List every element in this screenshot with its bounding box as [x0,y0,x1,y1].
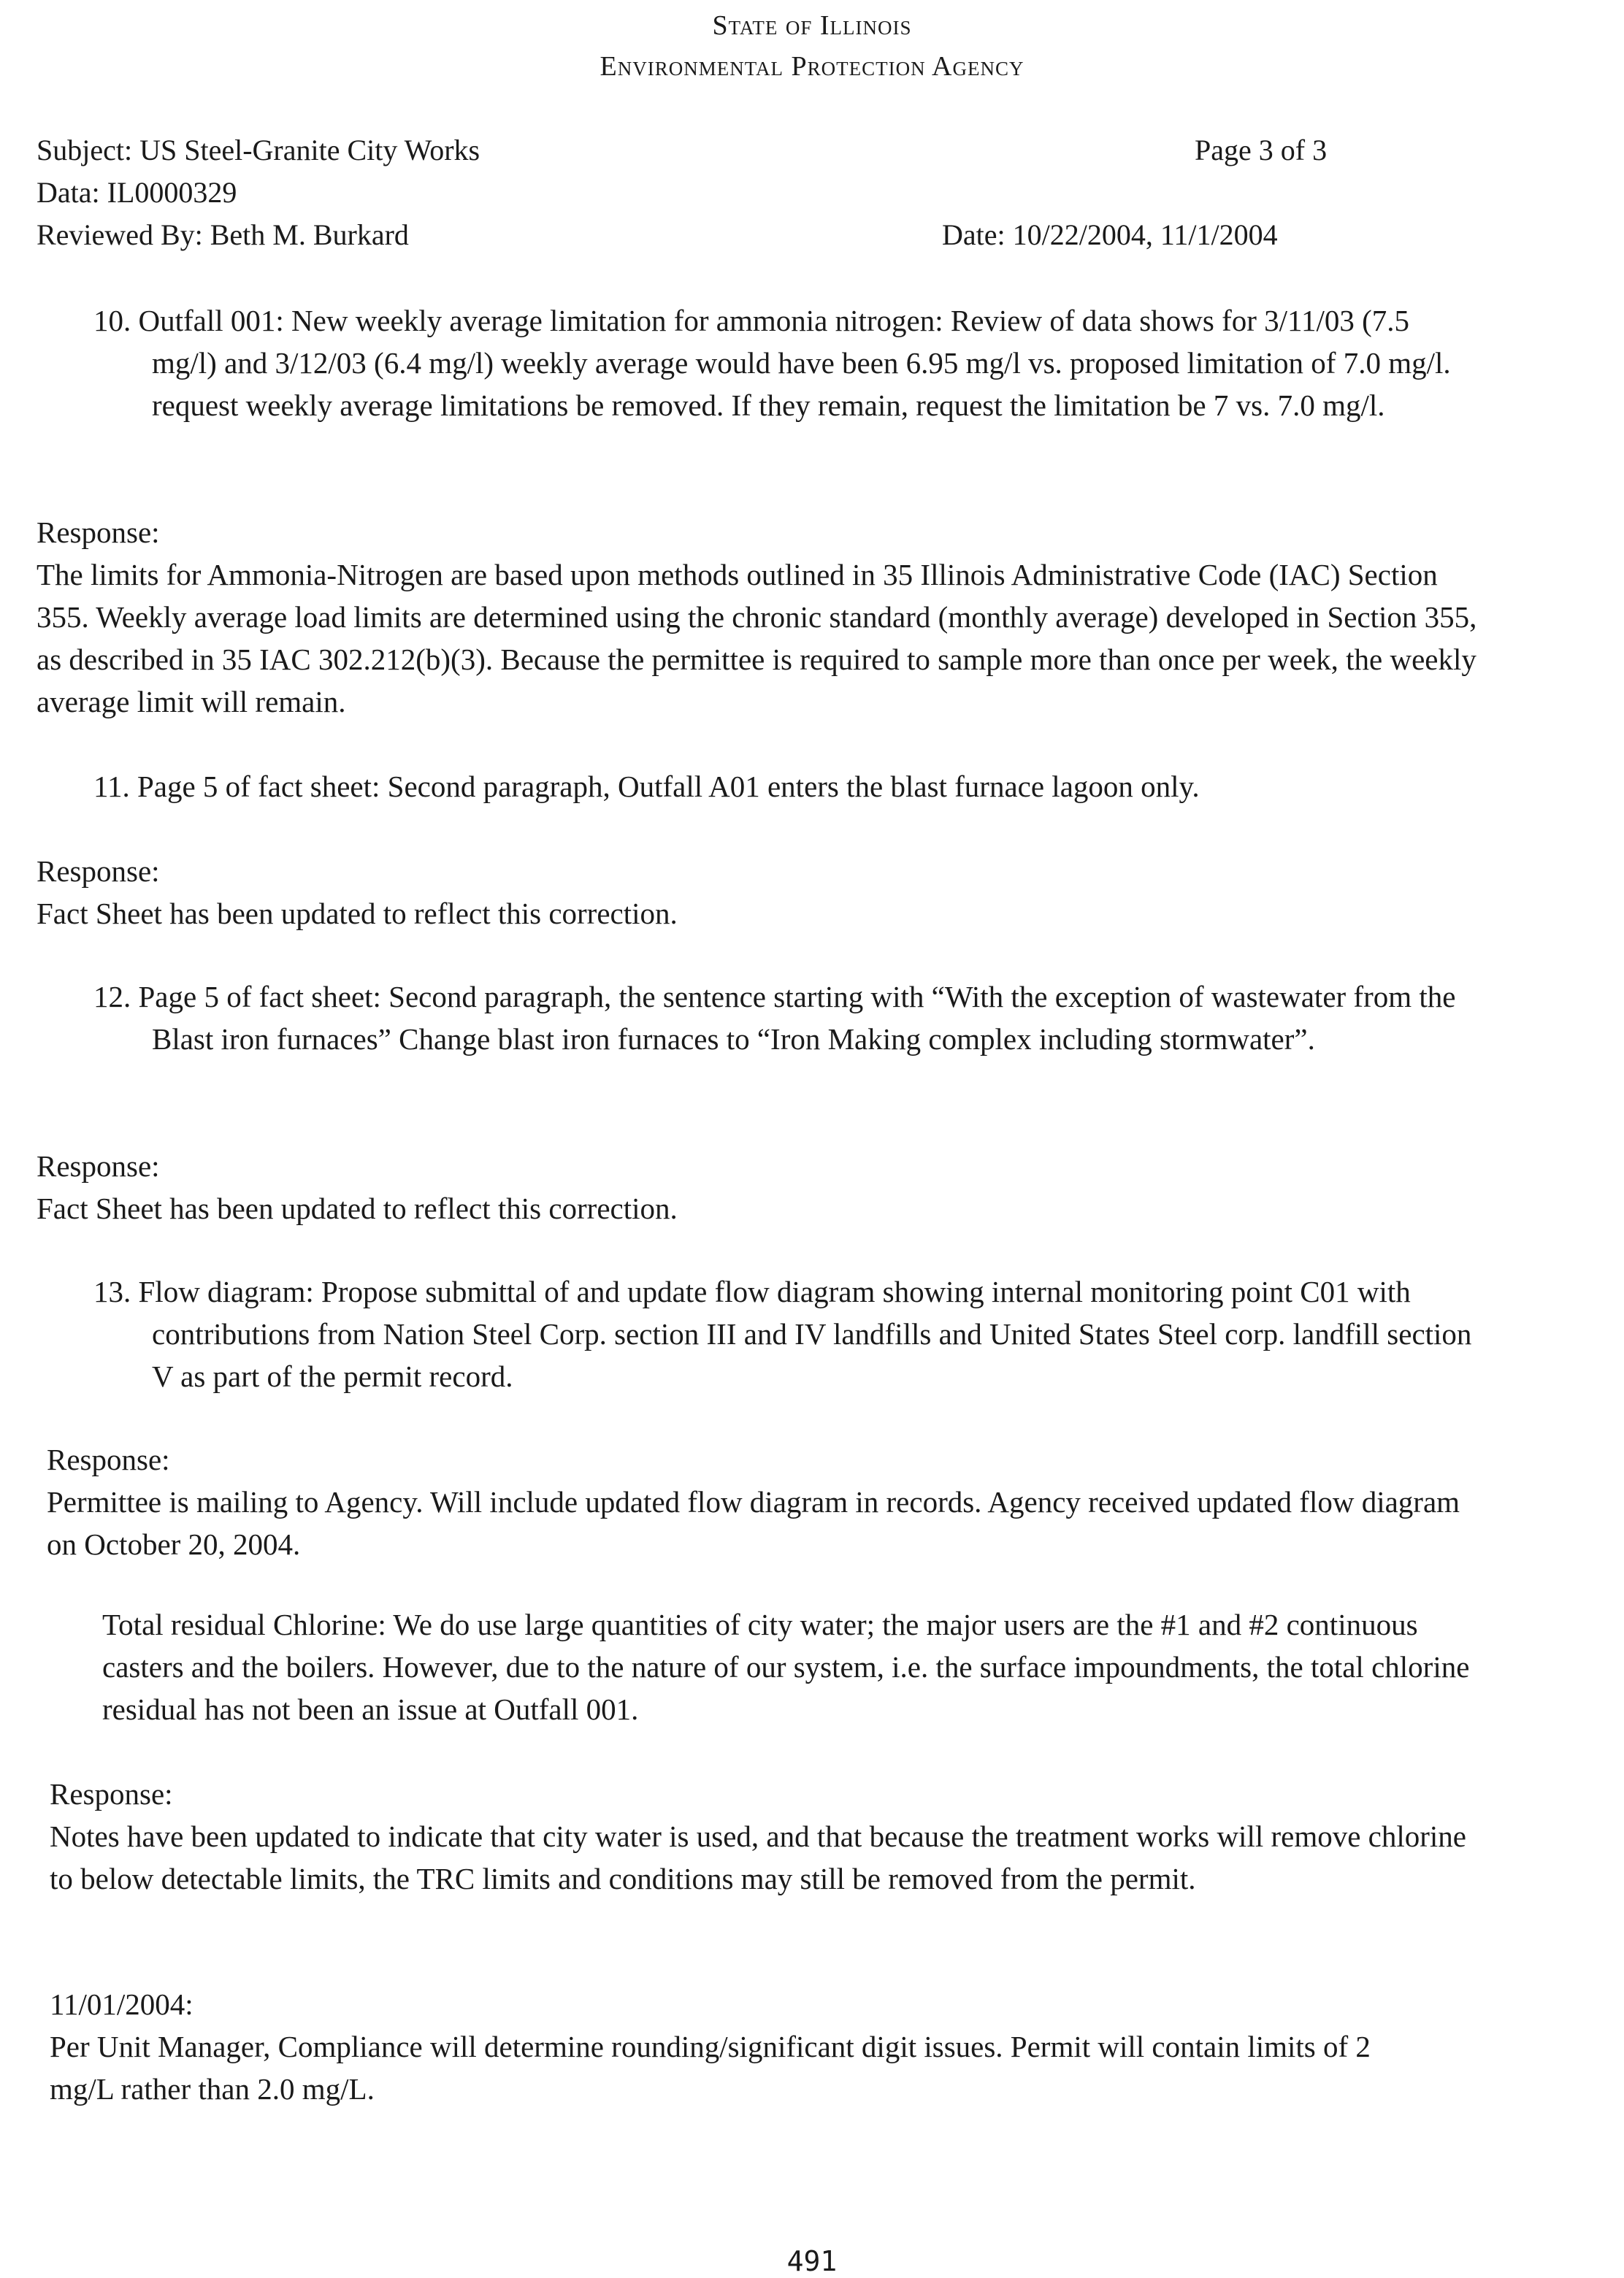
response-text-13: Permittee is mailing to Agency. Will include updated flow diagram in records. Agency received updated flow diagram on October 20, 2004. [47,1485,1460,1561]
subject-line: Subject: US Steel-Granite City Works [37,134,480,166]
data-id-line: Data: IL0000329 [37,176,237,209]
response-text-12: Fact Sheet has been updated to reflect this correction. [37,1192,678,1225]
response-label-11: Response: [37,854,160,888]
comment-item-13: 13. Flow diagram: Propose submittal of and update flow diagram showing internal monitoring point C01 with contributions from Nation Steel Corp. section III and IV landfills and United States Steel corp. landfill section V as part of the permit record. [93,1275,1472,1393]
agency-name: Environmental Protection Agency [600,51,1024,82]
page-number: 491 [786,2245,838,2277]
chlorine-comment: Total residual Chlorine: We do use large quantities of city water; the major users are the #1 and #2 continuous casters and the boilers. However, due to the nature of our system, i.e. the surface impoundments, the total chlorine residual has not been an issue at Outfall 001. [102,1608,1470,1726]
page-indicator: Page 3 of 3 [1195,134,1328,166]
response-text-10: The limits for Ammonia-Nitrogen are based upon methods outlined in 35 Illinois Administrative Code (IAC) Section 355. Weekly average load limits are determined using the chronic standard (monthly average) developed in Section 355, as described in 35 IAC 302.212(b)(3). Because the permittee is required to sample more than once per week, the weekly average limit will remain. [37,558,1477,718]
comment-item-11: 11. Page 5 of fact sheet: Second paragraph, Outfall A01 enters the blast furnace lagoon only. [93,770,1200,803]
comment-item-10: 10. Outfall 001: New weekly average limitation for ammonia nitrogen: Review of data shows for 3/11/03 (7.5 mg/l) and 3/12/03 (6.4 mg/l) weekly average would have been 6.95 mg/l vs. proposed limitation of 7.0 mg/l. request weekly average limitations be removed. If they remain, request the limitation be 7 vs. 7.0 mg/l. [93,304,1451,422]
comment-item-12: 12. Page 5 of fact sheet: Second paragraph, the sentence starting with “With the exception of wastewater from the Blast iron furnaces” Change blast iron furnaces to “Iron Making complex including stormwater”. [93,980,1456,1056]
response-label-10: Response: [37,515,160,549]
response-label-12: Response: [37,1149,160,1183]
reviewed-by-line: Reviewed By: Beth M. Burkard [37,218,409,251]
response-label-13: Response: [47,1443,170,1476]
response-text-11: Fact Sheet has been updated to reflect this correction. [37,897,678,930]
response-text-chlorine: Notes have been updated to indicate that city water is used, and that because the treatment works will remove chlorine to below detectable limits, the TRC limits and conditions may still be removed from the permit. [50,1819,1466,1895]
review-date-line: Date: 10/22/2004, 11/1/2004 [942,218,1278,251]
agency-state: State of Illinois [712,10,912,41]
response-label-chlorine: Response: [50,1777,173,1811]
followup-note: Per Unit Manager, Compliance will determine rounding/significant digit issues. Permit will contain limits of 2 mg/L rather than 2.0 mg/L. [50,2030,1371,2106]
followup-date: 11/01/2004: [50,1987,194,2021]
